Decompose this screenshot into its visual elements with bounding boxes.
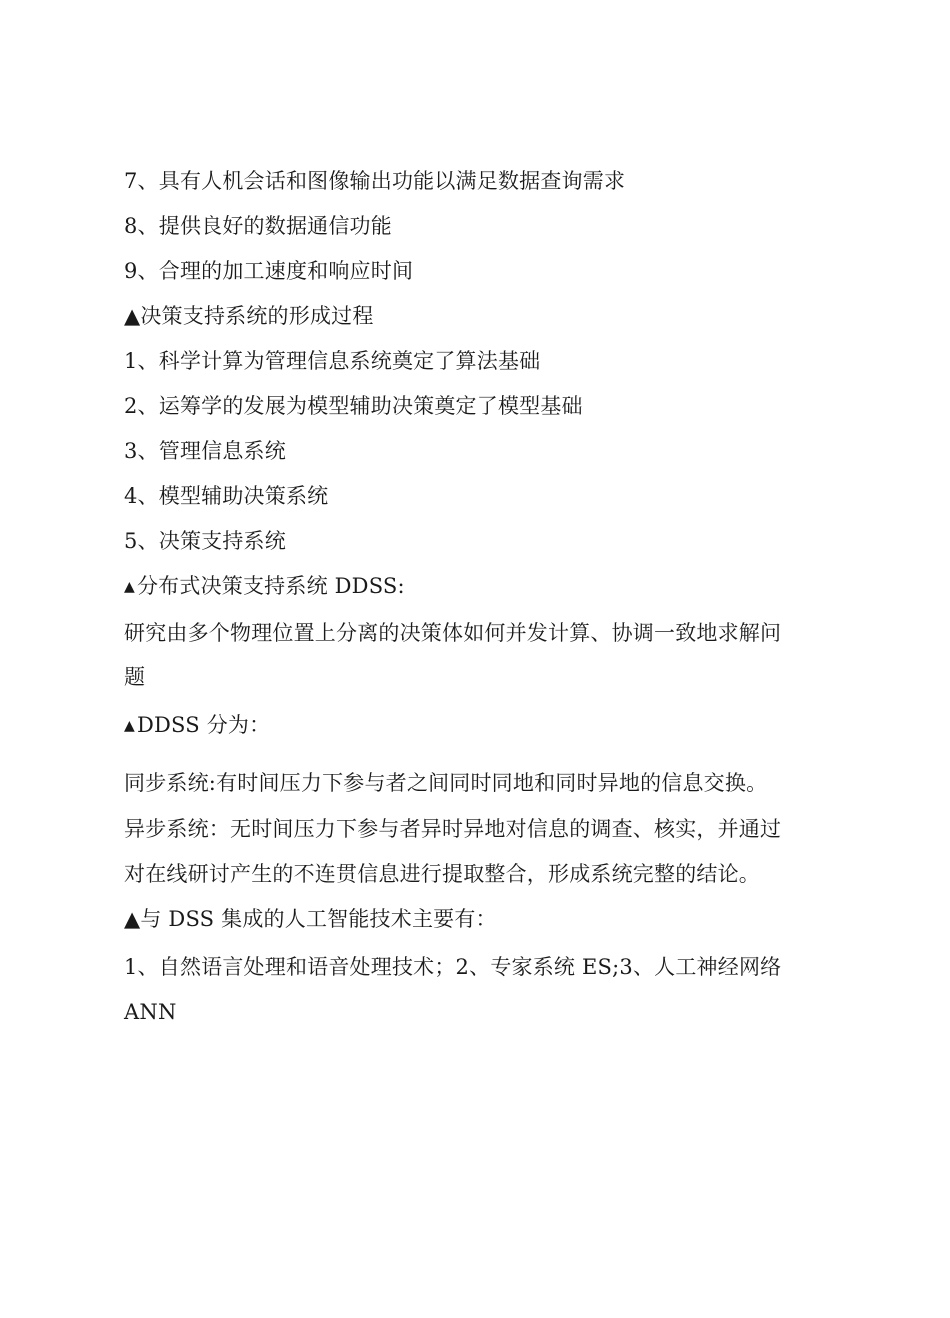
sync-system-line: 同步系统:有时间压力下参与者之间同时同地和同时异地的信息交换。 <box>124 771 768 795</box>
formation-item-5: 5、决策支持系统 <box>124 529 286 553</box>
section-heading-ddss <box>124 572 844 601</box>
list-item-9: 9、合理的加工速度和响应时间 <box>124 259 414 283</box>
section-heading-ddss-types <box>124 711 844 740</box>
formation-item-3: 3、管理信息系统 <box>124 439 286 463</box>
ai-tech-line-1: 1、自然语言处理和语音处理技术；2、专家系统 ES;3、人工神经网络 <box>124 955 782 979</box>
formation-item-1: 1、科学计算为管理信息系统奠定了算法基础 <box>124 349 541 373</box>
ddss-description-line-2: 题 <box>124 665 146 689</box>
async-system-line-1: 异步系统：无时间压力下参与者异时异地对信息的调查、核实，并通过 <box>124 817 782 841</box>
list-item-8: 8、提供良好的数据通信功能 <box>124 214 392 238</box>
ddss-types-heading-text: DDSS 分为： <box>136 713 271 737</box>
ddss-description-line-1: 研究由多个物理位置上分离的决策体如何并发计算、协调一致地求解问 <box>124 621 782 645</box>
formation-item-2: 2、运筹学的发展为模型辅助决策奠定了模型基础 <box>124 394 583 418</box>
triangle-bullet-icon: ▲ <box>124 718 135 734</box>
ai-tech-line-2: ANN <box>124 1000 177 1024</box>
formation-item-4: 4、模型辅助决策系统 <box>124 484 329 508</box>
async-system-line-2: 对在线研讨产生的不连贯信息进行提取整合，形成系统完整的结论。 <box>124 862 760 886</box>
triangle-bullet-icon: ▲ <box>124 579 135 595</box>
section-heading-formation: ▲决策支持系统的形成过程 <box>124 304 374 328</box>
list-item-7: 7、具有人机会话和图像输出功能以满足数据查询需求 <box>124 169 626 193</box>
ddss-heading-text: 分布式决策支持系统 DDSS: <box>136 574 405 598</box>
section-heading-ai-tech: ▲与 DSS 集成的人工智能技术主要有： <box>124 907 497 931</box>
